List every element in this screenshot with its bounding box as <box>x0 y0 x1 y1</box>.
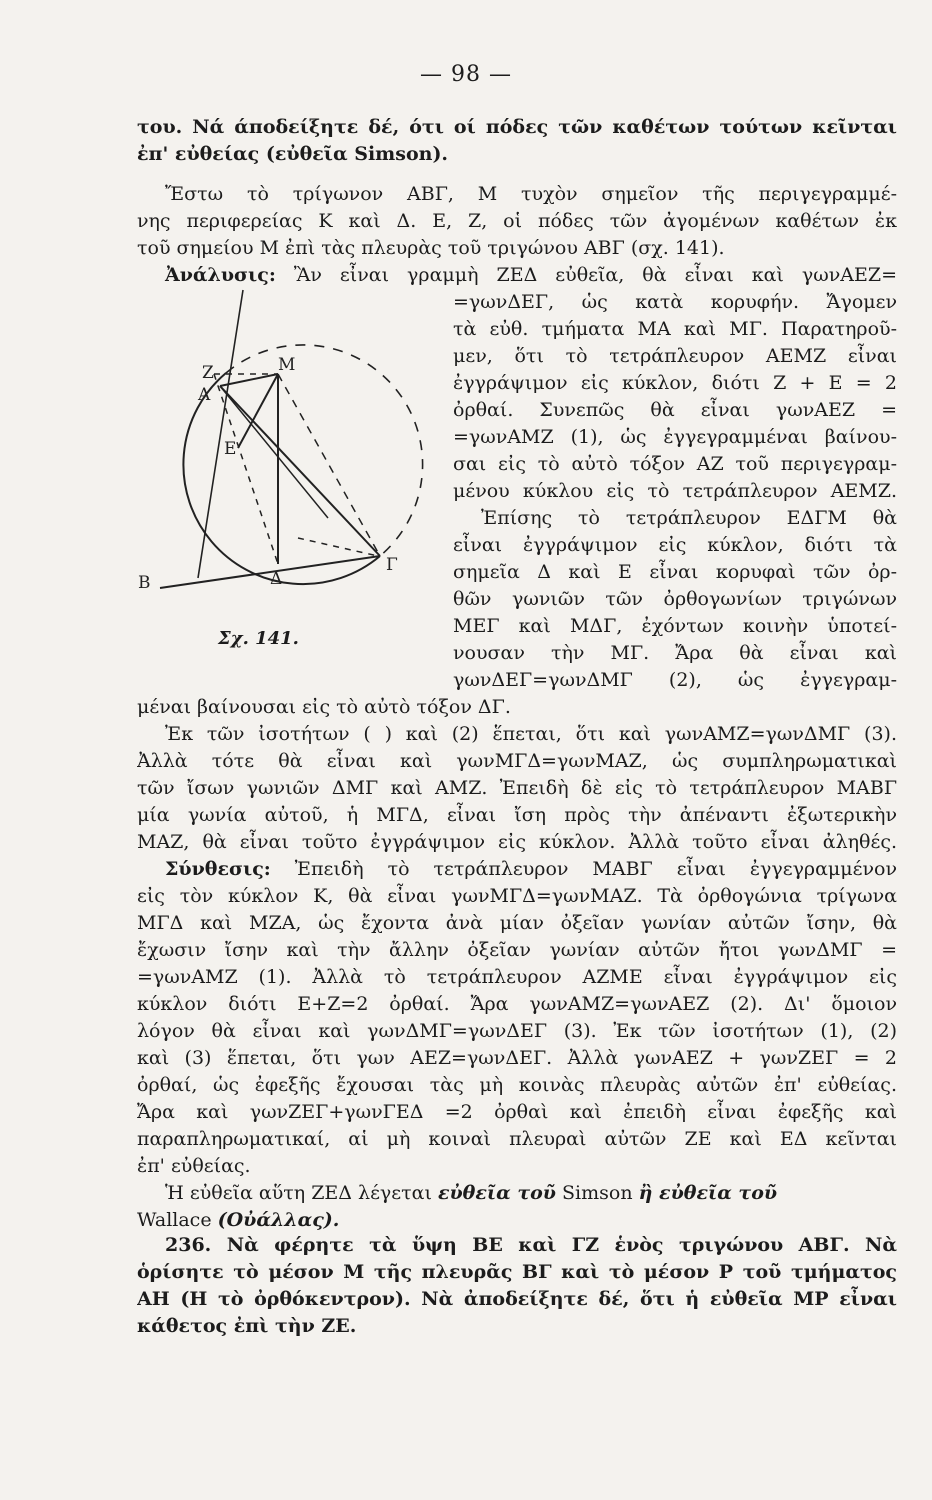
side-line: σημεῖα Δ καὶ Ε εἶναι κορυφαὶ τῶν ὀρ- <box>453 561 897 583</box>
simson-text: Ἡ εὐθεῖα αὕτη ΖΕΔ λέγεται <box>165 1182 438 1204</box>
simson-italic-2: ἢ εὐθεῖα τοῦ <box>638 1182 778 1204</box>
simson-name: Simson <box>555 1182 639 1204</box>
body-line: κύκλον διότι Ε+Ζ=2 ὀρθαί. Ἄρα γωνΑΜΖ=γωνΑΕΖ (2). Δι' ὅμοιον <box>137 993 897 1015</box>
body-line: μέναι βαίνουσαι εἰς τὸ αὐτὸ τόξον ΔΓ. <box>137 696 511 718</box>
problem-line: 236. Νὰ φέρητε τὰ ὕψη ΒΕ καὶ ΓΖ ἑνὸς τριγώνου ΑΒΓ. Νὰ <box>165 1234 897 1256</box>
side-line: =γωνΔΕΓ, ὡς κατὰ κορυφήν. Ἄγομεν <box>453 291 897 313</box>
side-line: μεν, ὅτι τὸ τετράπλευρον ΑΕΜΖ εἶναι <box>453 345 897 367</box>
synthesis-first-line <box>137 856 897 883</box>
body-line: ἐπ' εὐθείας. <box>137 1155 251 1177</box>
body-line: ΜΓΔ καὶ ΜΖΑ, ὡς ἔχοντα ἀνὰ μίαν ὀξεῖαν γωνίαν αὐτῶν ἴσην, θὰ <box>137 912 897 934</box>
circumcircle-dashed-arc <box>226 345 423 556</box>
side-line: Ἐπίσης τὸ τετράπλευρον ΕΔΓΜ θὰ <box>481 507 897 529</box>
side-line: μένου κύκλου εἰς τὸ τετράπλευρον ΑΕΜΖ. <box>453 480 897 502</box>
hypothesis-line: Ἔστω τὸ τρίγωνον ΑΒΓ, Μ τυχὸν σημεῖον τῆς περιγεγραμμέ- <box>165 183 897 205</box>
body-line: ἔχωσιν ἴσην καὶ τὴν ἄλλην ὀξεῖαν γωνίαν αὐτῶν ἤτοι γωνΔΜΓ = <box>137 939 897 961</box>
problem-line: ὁρίσητε τὸ μέσον Μ τῆς πλευρᾶς ΒΓ καὶ τὸ μέσον Ρ τοῦ τμήματος <box>137 1261 897 1283</box>
analysis-first-line <box>137 262 897 289</box>
body-line: λόγον θὰ εἶναι καὶ γωνΔΜΓ=γωνΔΕΓ (3). Ἐκ τῶν ἰσοτήτων (1), (2) <box>137 1020 897 1042</box>
side-line: =γωνΑΜΖ (1), ὡς ἐγγεγραμμέναι βαίνου- <box>453 426 897 448</box>
analysis-text: Ἂν εἶναι γραμμὴ ΖΕΔ εὐθεῖα, θὰ εἶναι καὶ γωνΑΕΖ= <box>275 264 897 286</box>
simson-italic-1: εὐθεῖα τοῦ <box>437 1182 556 1204</box>
side-line: νουσαν τὴν ΜΓ. Ἄρα θὰ εἶναι καὶ <box>453 642 897 664</box>
body-line: Ἄρα καὶ γωνΖΕΓ+γωνΓΕΔ =2 ὀρθαὶ καὶ ἐπειδὴ εἶναι ἐφεξῆς καὶ <box>137 1101 897 1123</box>
label-m: Μ <box>278 355 296 375</box>
page-number: — 98 — <box>420 62 512 87</box>
side-line: ἐγγράψιμον εἰς κύκλον, διότι Ζ + Ε = 2 <box>453 372 897 394</box>
synthesis-label: Σύνθεσις: <box>165 858 271 880</box>
label-b: Β <box>138 573 151 593</box>
side-line: ΜΕΓ καὶ ΜΔΓ, ἐχόντων κοινὴν ὑποτεί- <box>453 615 897 637</box>
problem-line: κάθετος ἐπὶ τὴν ΖΕ. <box>137 1315 357 1337</box>
label-e: Ε <box>224 439 237 459</box>
label-d: Δ <box>270 569 283 589</box>
intro-paragraph <box>137 114 897 168</box>
figure-caption: Σχ. 141. <box>218 628 299 649</box>
side-line: εἶναι ἐγγράψιμον εἰς κύκλον, διότι τὰ <box>453 534 897 556</box>
wallace-line <box>137 1207 897 1234</box>
side-ba-extended <box>198 290 243 578</box>
analysis-continuation <box>137 694 897 1234</box>
label-a: Α <box>198 385 211 405</box>
analysis-label: Ἀνάλυσις: <box>165 264 276 286</box>
body-line: Ἀλλὰ τότε θὰ εἶναι καὶ γωνΜΓΔ=γωνΜΑΖ, ὡς συμπληρωματικαὶ <box>137 750 897 772</box>
simson-line <box>214 374 278 564</box>
side-line: τὰ εὐθ. τμήματα ΜΑ καὶ ΜΓ. Παρατηροῦ- <box>453 318 897 340</box>
body-line: παραπληρωματικαί, αἱ μὴ κοιναὶ πλευραὶ αὐτῶν ΖΕ καὶ ΕΔ κεῖνται <box>137 1128 897 1150</box>
body-line: =γωνΑΜΖ (1). Ἀλλὰ τὸ τετράπλευρον ΑΖΜΕ εἶναι ἐγγράψιμον εἰς <box>137 966 897 988</box>
intro-line: ἐπ' εὐθείας (εὐθεῖα Simson). <box>137 143 449 165</box>
body-line: ὀρθαί, ὡς ἐφεξῆς ἔχουσαι τὰς μὴ κοινὰς πλευρὰς αὐτῶν ἐπ' εὐθείας. <box>137 1074 897 1096</box>
body-line: μία γωνία αὐτοῦ, ἡ ΜΓΔ, εἶναι ἴση πρὸς τὴν ἀπέναντι ἐξωτερικὴν <box>137 804 897 826</box>
wallace-italic: (Οὐάλλας). <box>217 1209 340 1231</box>
synthesis-text: Ἐπειδὴ τὸ τετράπλευρον ΜΑΒΓ εἶναι ἐγγεγραμμένον <box>270 858 897 880</box>
body-line: εἰς τὸν κύκλον Κ, θὰ εἶναι γωνΜΓΔ=γωνΜΑΖ. Τὰ ὀρθογώνια τρίγωνα <box>137 885 897 907</box>
body-line: τῶν ἴσων γωνιῶν ΔΜΓ καὶ ΑΜΖ. Ἐπειδὴ δὲ εἰς τὸ τετράπλευρον ΜΑΒΓ <box>137 777 897 799</box>
body-line: ΜΑΖ, θὰ εἶναι τοῦτο ἐγγράψιμον εἰς κύκλον. Ἀλλὰ τοῦτο εἶναι ἀληθές. <box>137 831 897 853</box>
intro-line: του. Νά άποδείξητε δέ, ότι οί πόδες τῶν καθέτων τούτων κεῖνται <box>137 116 897 138</box>
hypothesis-paragraph <box>137 181 897 289</box>
body-line: Ἐκ τῶν ἰσοτήτων ( ) καὶ (2) ἕπεται, ὅτι καὶ γωνΑΜΖ=γωνΔΜΓ (3). <box>165 723 897 745</box>
body-line: καὶ (3) ἕπεται, ὅτι γων ΑΕΖ=γωνΔΕΓ. Ἀλλὰ γωνΑΕΖ + γωνΖΕΓ = 2 <box>137 1047 897 1069</box>
label-g: Γ <box>386 555 398 575</box>
hypothesis-line: νης περιφερείας Κ καὶ Δ. Ε, Ζ, οἱ πόδες τῶν ἀγομένων καθέτων ἐκ <box>137 210 897 232</box>
side-line: ὀρθαί. Συνεπῶς θὰ εἶναι γωνΑΕΖ = <box>453 399 897 421</box>
label-z: Ζ <box>202 363 214 383</box>
problem-line: ΑΗ (Η τὸ ὀρθόκεντρον). Νὰ ἀποδείξητε δέ, ὅτι ἡ εὐθεῖα ΜΡ εἶναι <box>137 1288 897 1310</box>
side-line: σαι εἰς τὸ αὐτὸ τόξον ΑΖ τοῦ περιγεγραμ- <box>453 453 897 475</box>
side-paragraph <box>453 289 897 694</box>
side-line: γωνΔΕΓ=γωνΔΜΓ (2), ὡς ἐγγεγραμ- <box>453 669 897 691</box>
problem-236 <box>137 1232 897 1340</box>
side-line: θῶν γωνιῶν τῶν ὀρθογωνίων τριγώνων <box>453 588 897 610</box>
simson-definition-line <box>137 1180 897 1207</box>
wallace-name: Wallace <box>137 1209 218 1231</box>
hypothesis-line: τοῦ σημείου Μ ἐπὶ τὰς πλευρὰς τοῦ τριγώνου ΑΒΓ (σχ. 141). <box>137 237 725 259</box>
side-ag <box>220 386 380 556</box>
